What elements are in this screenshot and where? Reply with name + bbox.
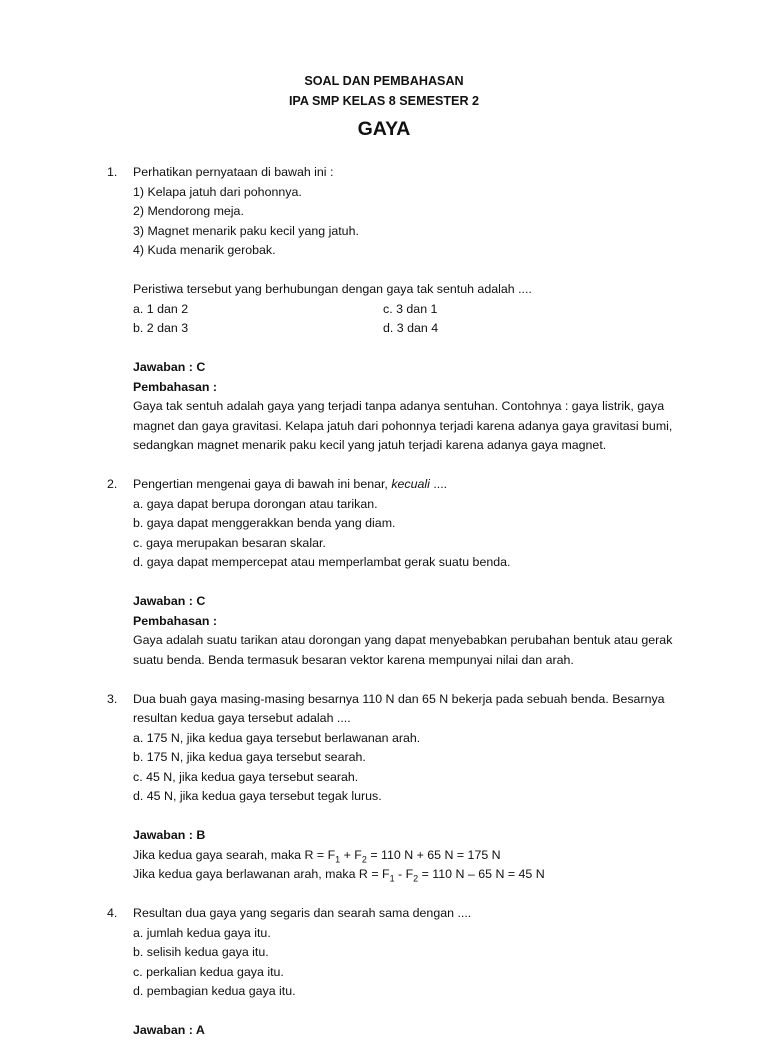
answer-label: Jawaban : C — [133, 360, 206, 374]
question-3 — [0, 690, 768, 905]
page-title: GAYA — [357, 118, 411, 140]
statement-item: 3) Magnet menarik paku kecil yang jatuh. — [133, 223, 359, 238]
question-list — [0, 163, 768, 1041]
statement-item: 4) Kuda menarik gerobak. — [133, 243, 276, 257]
statement-item: 2) Mendorong meja. — [133, 204, 244, 218]
question-stem: Resultan dua gaya yang segaris dan searah sama dengan .... — [133, 906, 472, 920]
explanation-line: Gaya adalah suatu tarikan atau dorongan yang dapat menyebabkan perubahan bentuk atau gerak — [133, 633, 673, 647]
explanation-line: magnet dan gaya gravitasi. Kelapa jatuh dari pohonnya terjadi karena adanya gaya gravitasi bumi, — [133, 418, 673, 433]
explanation-label: Pembahasan : — [133, 379, 218, 394]
option-d: d. pembagian kedua gaya itu. — [133, 984, 296, 998]
statement-item: 1) Kelapa jatuh dari pohonnya. — [133, 184, 302, 199]
answer-label: Jawaban : C — [133, 594, 206, 608]
option-c: c. perkalian kedua gaya itu. — [133, 964, 284, 979]
question-1 — [0, 163, 768, 475]
header-line-2: IPA SMP KELAS 8 SEMESTER 2 — [288, 93, 480, 108]
option-c: c. 3 dan 1 — [383, 301, 438, 316]
question-number: 1. — [107, 165, 118, 179]
explanation-line: Gaya tak sentuh adalah gaya yang terjadi tanpa adanya sentuhan. Contohnya : gaya listrik, gaya — [133, 399, 665, 413]
question-stem: Perhatikan pernyataan di bawah ini : — [133, 165, 334, 179]
option-b: b. gaya dapat menggerakkan benda yang diam. — [133, 516, 396, 530]
header-line-1: SOAL DAN PEMBAHASAN — [304, 74, 464, 88]
option-a: a. 175 N, jika kedua gaya tersebut berlawanan arah. — [133, 730, 421, 745]
option-c: c. gaya merupakan besaran skalar. — [133, 535, 326, 550]
question-4 — [0, 904, 768, 1041]
stem-end: .... — [429, 477, 448, 491]
question-prompt: Peristiwa tersebut yang berhubungan dengan gaya tak sentuh adalah .... — [133, 282, 532, 296]
option-a: a. 1 dan 2 — [133, 301, 189, 316]
question-stem — [133, 475, 693, 495]
question-number: 2. — [107, 477, 118, 491]
answer-label: Jawaban : A — [133, 1023, 205, 1037]
option-b: b. selisih kedua gaya itu. — [133, 945, 269, 959]
option-a: a. gaya dapat berupa dorongan atau tarikan. — [133, 496, 378, 511]
stem-text: Pengertian mengenai gaya di bawah ini benar, — [133, 477, 392, 491]
working-line: Jika kedua gaya berlawanan arah, maka $R = F_1 - F_2 = 110$ N – 65 N = 45 N — [133, 867, 545, 884]
option-b: b. 2 dan 3 — [133, 321, 189, 335]
option-d: d. 3 dan 4 — [383, 321, 439, 335]
option-b: b. 175 N, jika kedua gaya tersebut searah. — [133, 750, 366, 764]
option-c: c. 45 N, jika kedua gaya tersebut searah. — [133, 769, 359, 784]
explanation-line: sedangkan magnet menarik paku kecil yang jatuh terjadi karena adanya gaya magnet. — [133, 438, 607, 452]
explanation-line: suatu benda. Benda termasuk besaran vektor karena mempunyai nilai dan arah. — [133, 652, 574, 667]
option-d: d. 45 N, jika kedua gaya tersebut tegak lurus. — [133, 789, 382, 803]
document-header — [0, 72, 768, 141]
option-d: d. gaya dapat mempercepat atau memperlambat gerak suatu benda. — [133, 555, 511, 569]
question-2 — [0, 475, 768, 690]
question-number: 3. — [107, 691, 118, 706]
question-stem: Dua buah gaya masing-masing besarnya 110 N dan 65 N bekerja pada sebuah benda. Besarnya — [133, 691, 665, 706]
stem-emphasis: kecuali — [391, 477, 430, 491]
question-stem: resultan kedua gaya tersebut adalah .... — [133, 711, 351, 725]
question-number: 4. — [107, 906, 118, 920]
answer-label: Jawaban : B — [133, 828, 206, 842]
working-line: Jika kedua gaya searah, maka $R = F_1 + F_2 = 110$ N + 65 N = 175 N — [133, 847, 501, 864]
option-a: a. jumlah kedua gaya itu. — [133, 925, 271, 940]
explanation-label: Pembahasan : — [133, 613, 218, 628]
options-row — [133, 300, 693, 320]
options-row — [133, 319, 693, 339]
